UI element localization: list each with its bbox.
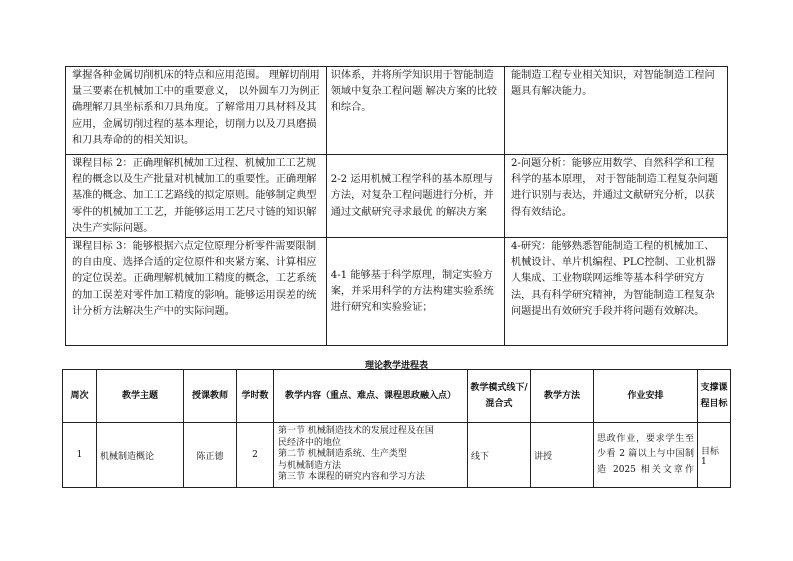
header-teacher: 授课教师 [184,370,237,423]
support-cell: 目标 1 [698,423,731,488]
requirement-cell: 4-1 能够基于科学原理，制定实验方案，并采用科学的方法构建实验系统进行研究和实验验证； [326,238,504,346]
course-objectives-table [65,66,728,346]
table-row [66,238,728,346]
objective-cell: 课程目标 2：正确理解机械加工过程、机械加工工艺规程的概念以及生产批量对机械加工的重要性。正确理解基准的概念、加工工艺路线的拟定原则。能够制定典型零件的机械加工工艺，并能够运用工艺尺寸链的知识解决生产实际问题。 [66,155,327,238]
table-row [66,67,728,155]
header-content: 教学内容（重点、难点、课程思政融入点） [274,370,468,423]
header-week: 周次 [63,370,97,423]
content-line: 第三节 本课程的研究内容和学习方法 [278,472,425,483]
content-line: 民经济中的地位 [278,437,342,448]
content-cell [274,423,468,488]
header-row [63,370,731,423]
content-line: 第一节 机械制造技术的发展过程及在国 [278,426,434,437]
ability-cell: 4-研究：能够熟悉智能制造工程的机械加工、机械设计、单片机编程、PLC控制、工业机器人集成、工业物联网运维等基本科学研究方法，具有科学研究精神，为智能制造工程复杂问题提出有效研究手段并将问题有效解决。 [504,238,727,346]
objective-cell: 掌握各种金属切削机床的特点和应用范围。 理解切削用量三要素在机械加工中的重要意义， 以外圆车刀为例正确理解刀具坐标系和刀具角度。了解常用刀具材料及其应用，金属切削过程的基本理论，切削力以及刀具磨损和刀具寿命的的相关知识。 [66,67,327,155]
schedule-caption: 理论教学进程表 [364,361,428,371]
header-hours: 学时数 [237,370,274,423]
requirement-cell: 2-2 运用机械工程学科的基本原理与方法，对复杂工程问题进行分析，并通过文献研究寻求最优 的解决方案 [326,155,504,238]
header-topic: 教学主题 [97,370,184,423]
ability-cell: 2-问题分析：能够应用数学、自然科学和工程科学的基本原理， 对于智能制造工程复杂问题进行识别与表达，并通过文献研究分析，以获得有效结论。 [504,155,727,238]
content-line: 与机械制造方法 [278,460,342,471]
week-cell: 1 [63,423,97,488]
objective-cell: 课程目标 3：能够根据六点定位原理分析零件需要限制的自由度、选择合适的定位原件和夹紧方案、计算相应的定位误差。正确理解机械加工精度的概念，工艺系统的加工误差对零件加工精度的影响。能够运用误差的统计分析方法解决生产中的实际问题。 [66,238,327,346]
header-mode: 教学模式线下/混合式 [468,370,531,423]
table-row [63,423,731,488]
content-line: 第二节 机械制造系统、生产类型 [278,449,407,460]
theory-schedule-table [62,369,731,488]
homework-cell: 思政作业，要求学生至少看 2 篇以上与中国制造 2025 相关文章作 [594,423,698,488]
mode-cell: 线下 [468,423,531,488]
ability-cell: 能制造工程专业相关知识，对智能制造工程问题具有解决能力。 [504,67,727,155]
method-cell: 讲授 [531,423,594,488]
hours-cell: 2 [237,423,274,488]
header-method: 教学方法 [531,370,594,423]
table-row [66,155,728,238]
topic-cell: 机械制造概论 [97,423,184,488]
header-homework: 作业安排 [594,370,698,423]
teacher-cell: 陈正德 [184,423,237,488]
header-support: 支撑课程目标 [698,370,731,423]
requirement-cell: 识体系，并将所学知识用于智能制造领域中复杂工程问题 解决方案的比较和综合。 [326,67,504,155]
